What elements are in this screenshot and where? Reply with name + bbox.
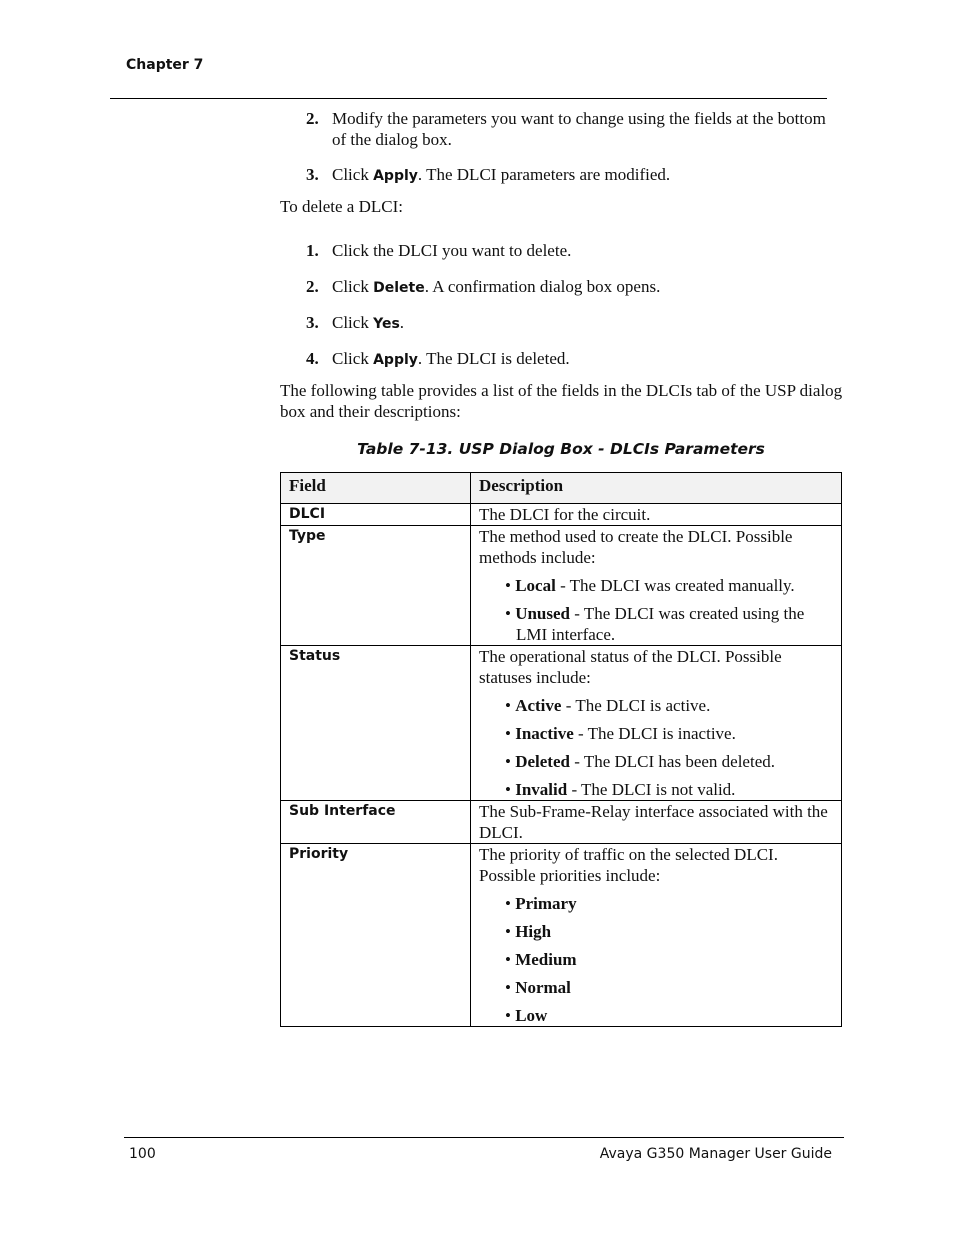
- list-item: [505, 723, 833, 744]
- delete-intro: To delete a DLCI:: [280, 197, 403, 216]
- description-cell: [471, 844, 842, 1027]
- step-text: Click the DLCI you want to delete.: [332, 241, 572, 260]
- step-number: 1.: [306, 241, 319, 260]
- column-header-field: Field: [281, 473, 471, 504]
- step-text: Modify the parameters you want to change using the fields at the bottom of the dialog box.: [332, 109, 826, 149]
- table-row: [281, 844, 842, 1027]
- option-term: Medium: [515, 950, 577, 969]
- description-cell: [471, 526, 842, 646]
- option-term: Low: [515, 1006, 548, 1025]
- dlci-parameters-table: [280, 472, 842, 1027]
- list-item: [505, 603, 833, 645]
- list-item: [505, 977, 833, 998]
- list-item: [505, 695, 833, 716]
- option-description: - The DLCI is not valid.: [567, 780, 736, 799]
- description-cell: [471, 646, 842, 801]
- description-text: The priority of traffic on the selected DLCI. Possible priorities include:: [479, 845, 778, 885]
- option-description: - The DLCI has been deleted.: [569, 752, 775, 771]
- option-list: [479, 893, 833, 1026]
- chapter-label: Chapter 7: [126, 57, 204, 73]
- description-text: The method used to create the DLCI. Possible methods include:: [479, 527, 793, 567]
- field-name-cell: Type: [281, 526, 471, 646]
- bullet-icon: •: [505, 1006, 516, 1025]
- option-description: - The DLCI is active.: [561, 696, 711, 715]
- bullet-icon: •: [505, 922, 516, 941]
- table-caption: Table 7-13. USP Dialog Box - DLCIs Parameters: [357, 440, 765, 458]
- option-description: - The DLCI is inactive.: [573, 724, 736, 743]
- description-cell: [471, 504, 842, 526]
- bullet-icon: •: [505, 752, 516, 771]
- step-text: Click Apply. The DLCI parameters are modified.: [332, 165, 671, 184]
- table-intro: The following table provides a list of the fields in the DLCIs tab of the USP dialog box and their descriptions:: [280, 381, 843, 421]
- description-text: The Sub-Frame-Relay interface associated with the DLCI.: [479, 802, 828, 842]
- list-item: [505, 949, 833, 970]
- option-term: Normal: [515, 978, 571, 997]
- apply-button-ref: Apply: [373, 168, 418, 184]
- list-item: [306, 108, 831, 150]
- option-term: Local: [515, 576, 556, 595]
- option-term: Primary: [515, 894, 577, 913]
- guide-title: Avaya G350 Manager User Guide: [599, 1146, 832, 1162]
- step-text: Click Apply. The DLCI is deleted.: [332, 349, 570, 368]
- step-number: 2.: [306, 277, 319, 296]
- footer-rule: [124, 1137, 844, 1138]
- option-list: [479, 695, 833, 800]
- option-description: - The DLCI was created using the LMI interface.: [516, 604, 805, 644]
- list-item: [505, 779, 833, 800]
- table-row: [281, 504, 842, 526]
- table-row: [281, 526, 842, 646]
- bullet-icon: •: [505, 696, 516, 715]
- page-number: 100: [129, 1146, 156, 1162]
- description-text: The DLCI for the circuit.: [479, 505, 651, 524]
- step-number: 3.: [306, 313, 319, 332]
- column-header-description: Description: [471, 473, 842, 504]
- list-item: [505, 893, 833, 914]
- header-rule: [110, 98, 827, 99]
- option-term: Inactive: [515, 724, 574, 743]
- option-description: - The DLCI was created manually.: [555, 576, 795, 595]
- yes-button-ref: Yes: [373, 316, 400, 332]
- list-item: [505, 751, 833, 772]
- list-item: [306, 276, 831, 299]
- list-item: [505, 575, 833, 596]
- description-text: The operational status of the DLCI. Possible statuses include:: [479, 647, 782, 687]
- description-cell: [471, 801, 842, 844]
- step-text: Click Delete. A confirmation dialog box opens.: [332, 277, 661, 296]
- list-item: [306, 312, 831, 335]
- bullet-icon: •: [505, 576, 516, 595]
- step-text: Click Yes.: [332, 313, 405, 332]
- step-number: 3.: [306, 165, 319, 184]
- delete-button-ref: Delete: [373, 280, 425, 296]
- apply-button-ref: Apply: [373, 352, 418, 368]
- field-name-cell: DLCI: [281, 504, 471, 526]
- list-item: [505, 921, 833, 942]
- option-list: [479, 575, 833, 645]
- bullet-icon: •: [505, 604, 516, 623]
- list-item: [306, 348, 831, 371]
- table-row: [281, 646, 842, 801]
- option-term: Invalid: [515, 780, 568, 799]
- option-term: High: [515, 922, 552, 941]
- step-number: 2.: [306, 109, 319, 128]
- step-number: 4.: [306, 349, 319, 368]
- list-item: [306, 240, 831, 261]
- bullet-icon: •: [505, 978, 516, 997]
- bullet-icon: •: [505, 724, 516, 743]
- table-row: [281, 801, 842, 844]
- bullet-icon: •: [505, 950, 516, 969]
- list-item: [306, 164, 831, 187]
- bullet-icon: •: [505, 780, 516, 799]
- bullet-icon: •: [505, 894, 516, 913]
- option-term: Deleted: [515, 752, 570, 771]
- option-term: Active: [515, 696, 562, 715]
- field-name-cell: Priority: [281, 844, 471, 1027]
- field-name-cell: Status: [281, 646, 471, 801]
- list-item: [505, 1005, 833, 1026]
- table-header-row: [281, 473, 842, 504]
- field-name-cell: Sub Interface: [281, 801, 471, 844]
- option-term: Unused: [515, 604, 571, 623]
